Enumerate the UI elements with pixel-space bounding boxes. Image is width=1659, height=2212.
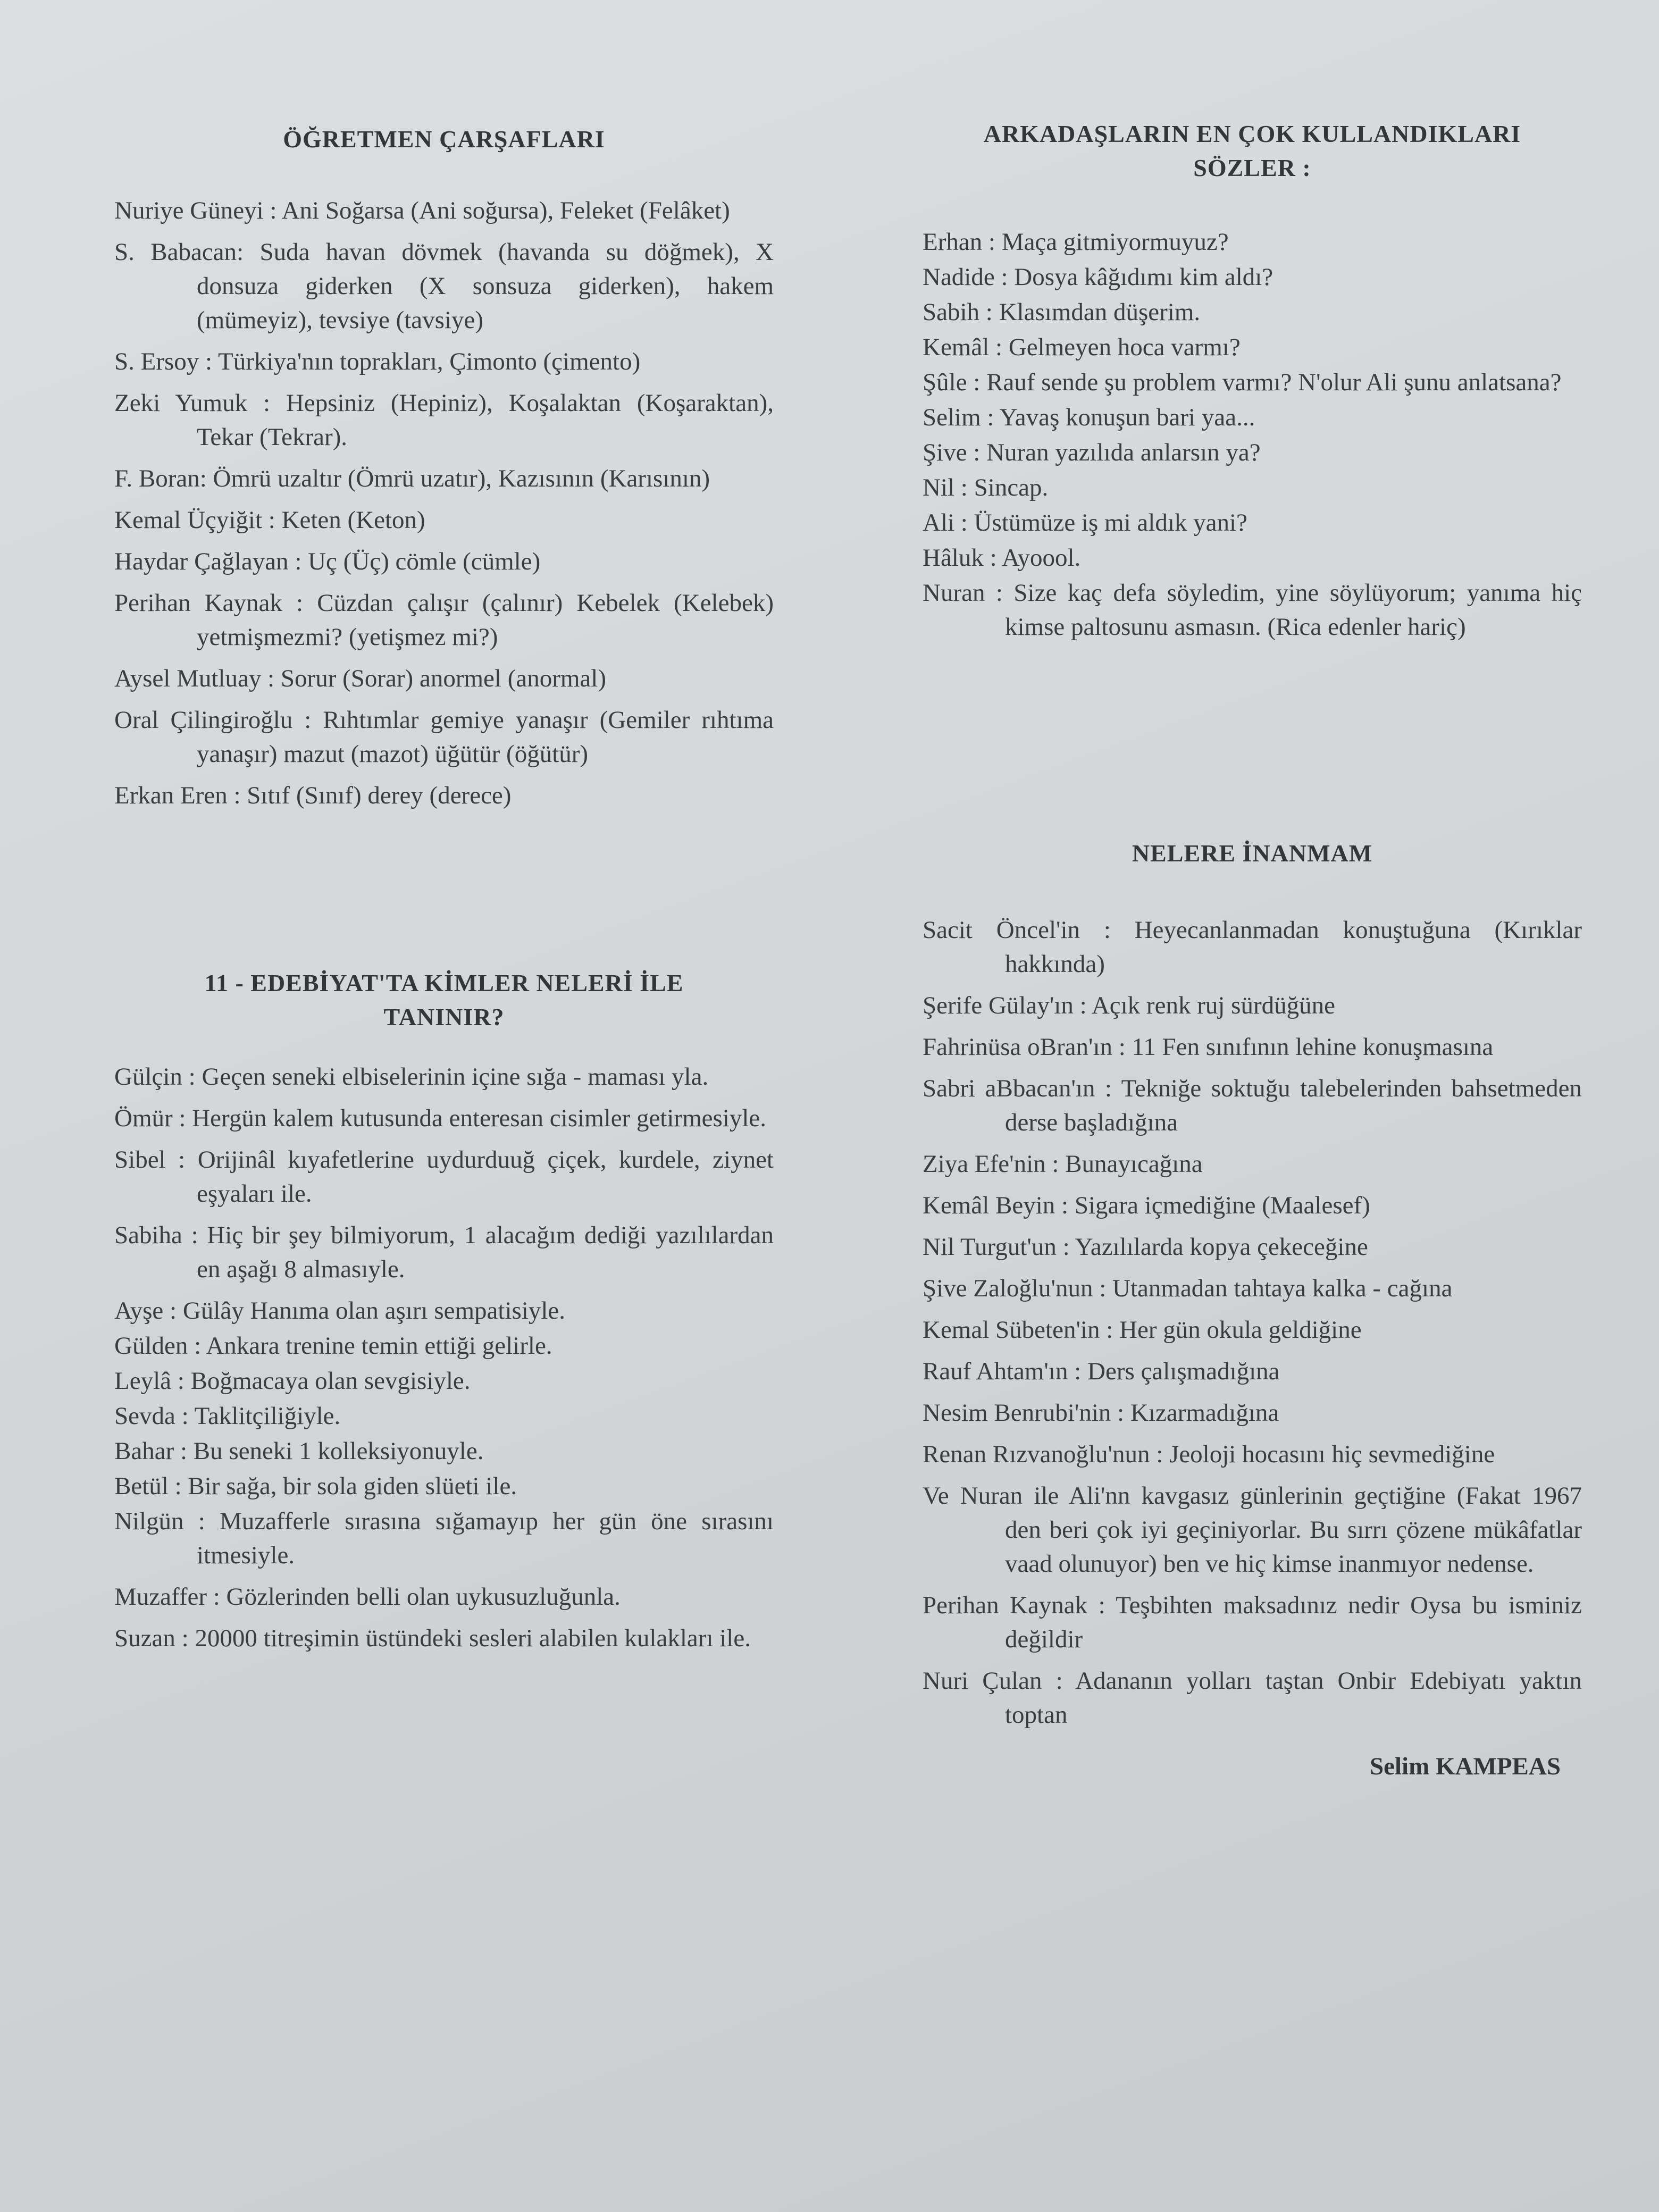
list-item: Bahar : Bu seneki 1 kolleksiyonuyle. xyxy=(114,1437,484,1465)
list-item: Sabiha : Hiç bir şey bilmiyorum, 1 alacağım dediği yazılılardan en aşağı 8 almasıyle. xyxy=(114,1221,774,1283)
list-item: Betül : Bir sağa, bir sola giden slüeti ile. xyxy=(114,1472,517,1500)
list-item: Kemal Üçyiğit : Keten (Keton) xyxy=(114,506,425,534)
list-item: Kemâl : Gelmeyen hoca varmı? xyxy=(923,333,1241,361)
list-item: Sabri aBbacan'ın : Tekniğe soktuğu talebelerinden bahsetmeden derse başladığına xyxy=(923,1075,1582,1136)
list-item: Şive Zaloğlu'nun : Utanmadan tahtaya kalka - cağına xyxy=(923,1275,1453,1302)
list-item: Sacit Öncel'in : Heyecanlanmadan konuştuğuna (Kırıklar hakkında) xyxy=(923,916,1582,978)
list-item: Sibel : Orijinâl kıyafetlerine uydurduuğ çiçek, kurdele, ziynet eşyaları ile. xyxy=(114,1146,774,1208)
list-item: Zeki Yumuk : Hepsiniz (Hepiniz), Koşalaktan (Koşaraktan), Tekar (Tekrar). xyxy=(114,389,774,451)
list-item: S. Babacan: Suda havan dövmek (havanda su döğmek), X donsuza giderken (X sonsuza giderken), hakem (mümeyiz), tevsiye (tavsiye) xyxy=(114,238,774,334)
right-column xyxy=(923,117,1582,1781)
list-item: Selim : Yavaş konuşun bari yaa... xyxy=(923,404,1255,431)
list-item: Nadide : Dosya kâğıdımı kim aldı? xyxy=(923,263,1273,291)
list-item: Ve Nuran ile Ali'nn kavgasız günlerinin geçtiğine (Fakat 1967 den beri çok iyi geçiniyorlar. Bu sırrı çözene mükâfatlar vaad olunuyor) ben ve hiç kimse inanmıyor nedense. xyxy=(923,1482,1582,1578)
heading-arkadaslarin-line1: ARKADAŞLARIN EN ÇOK KULLANDIKLARI xyxy=(983,120,1521,147)
list-item: Ali : Üstümüze iş mi aldık yani? xyxy=(923,509,1247,537)
list-item: Ziya Efe'nin : Bunayıcağına xyxy=(923,1150,1203,1178)
list-item: Gülden : Ankara trenine temin ettiği gelirle. xyxy=(114,1332,552,1360)
list-item: Şerife Gülay'ın : Açık renk ruj sürdüğüne xyxy=(923,992,1335,1019)
heading-arkadaslarin-line2: SÖZLER : xyxy=(1193,154,1311,181)
list-item: Haydar Çağlayan : Uç (Üç) cömle (cümle) xyxy=(114,548,541,575)
list-item: Fahrinüsa oBran'ın : 11 Fen sınıfının lehine konuşmasına xyxy=(923,1033,1494,1061)
list-item: Gülçin : Geçen seneki elbiselerinin içine sığa - maması yla. xyxy=(114,1063,709,1091)
heading-ogretmen-carsaflari: ÖĞRETMEN ÇARŞAFLARI xyxy=(283,125,605,153)
list-item: Şûle : Rauf sende şu problem varmı? N'olur Ali şunu anlatsana? xyxy=(923,368,1562,396)
heading-edebiyat-line2: TANINIR? xyxy=(383,1003,505,1030)
list-item: Nilgün : Muzafferle sırasına sığamayıp her gün öne sırasını itmesiyle. xyxy=(114,1507,774,1569)
list-item: Perihan Kaynak : Teşbihten maksadınız nedir Oysa bu isminiz değildir xyxy=(923,1591,1582,1653)
list-item: F. Boran: Ömrü uzaltır (Ömrü uzatır), Kazısının (Karısının) xyxy=(114,465,710,492)
list-item: Sabih : Klasımdan düşerim. xyxy=(923,298,1201,326)
list-item: Nuri Çulan : Adananın yolları taştan Onbir Edebiyatı yaktın toptan xyxy=(923,1667,1582,1729)
list-item: Oral Çilingiroğlu : Rıhtımlar gemiye yanaşır (Gemiler rıhtıma yanaşır) mazut (mazot) üğütür (öğütür) xyxy=(114,706,774,768)
left-column xyxy=(114,122,774,1663)
list-item: Kemal Sübeten'in : Her gün okula geldiğine xyxy=(923,1316,1362,1344)
list-item: Ömür : Hergün kalem kutusunda enteresan cisimler getirmesiyle. xyxy=(114,1104,767,1132)
list-item: Ayşe : Gülây Hanıma olan aşırı sempatisiyle. xyxy=(114,1297,566,1325)
list-item: Suzan : 20000 titreşimin üstündeki sesleri alabilen kulakları ile. xyxy=(114,1624,751,1652)
list-item: Nuriye Güneyi : Ani Soğarsa (Ani soğursa), Feleket (Felâket) xyxy=(114,197,730,224)
list-item: Nuran : Size kaç defa söyledim, yine söylüyorum; yanıma hiç kimse paltosunu asmasın. (Rica edenler hariç) xyxy=(923,579,1582,641)
list-item: Erkan Eren : Sıtıf (Sınıf) derey (derece) xyxy=(114,782,512,809)
list-item: Rauf Ahtam'ın : Ders çalışmadığına xyxy=(923,1358,1280,1385)
list-item: Muzaffer : Gözlerinden belli olan uykusuzluğunla. xyxy=(114,1583,621,1611)
author-signature: Selim KAMPEAS xyxy=(1369,1753,1561,1780)
list-item: S. Ersoy : Türkiya'nın toprakları, Çimonto (çimento) xyxy=(114,348,641,375)
list-item: Nesim Benrubi'nin : Kızarmadığına xyxy=(923,1399,1279,1427)
list-item: Renan Rızvanoğlu'nun : Jeoloji hocasını hiç sevmediğine xyxy=(923,1440,1495,1468)
list-item: Nil Turgut'un : Yazılılarda kopya çekeceğine xyxy=(923,1233,1368,1261)
list-item: Perihan Kaynak : Cüzdan çalışır (çalınır) Kebelek (Kelebek) yetmişmezmi? (yetişmez mi?) xyxy=(114,589,774,651)
list-item: Erhan : Maça gitmiyormuyuz? xyxy=(923,228,1229,256)
list-item: Hâluk : Ayoool. xyxy=(923,544,1081,572)
list-item: Şive : Nuran yazılıda anlarsın ya? xyxy=(923,439,1261,466)
list-item: Leylâ : Boğmacaya olan sevgisiyle. xyxy=(114,1367,471,1395)
list-item: Sevda : Taklitçiliğiyle. xyxy=(114,1402,341,1430)
list-item: Kemâl Beyin : Sigara içmediğine (Maalesef) xyxy=(923,1192,1370,1219)
heading-edebiyat-line1: 11 - EDEBİYAT'TA KİMLER NELERİ İLE xyxy=(204,969,684,996)
list-item: Nil : Sincap. xyxy=(923,474,1049,501)
heading-nelere-inanmam: NELERE İNANMAM xyxy=(1132,840,1373,867)
list-item: Aysel Mutluay : Sorur (Sorar) anormel (anormal) xyxy=(114,665,606,692)
